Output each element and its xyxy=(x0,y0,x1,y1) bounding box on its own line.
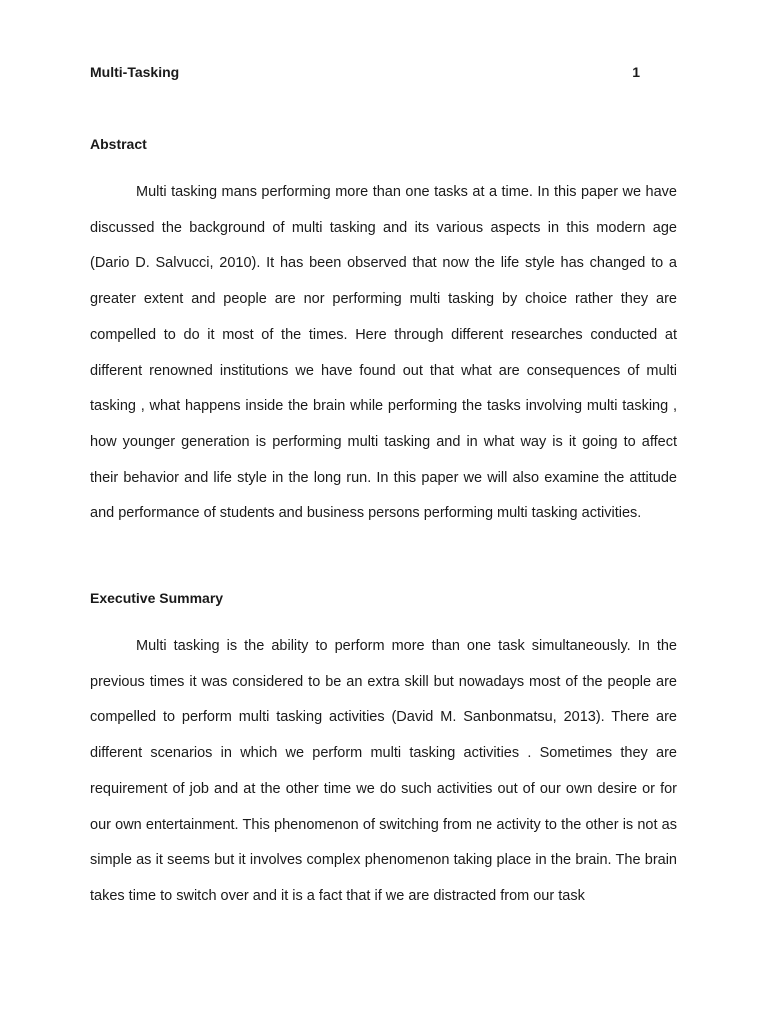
executive-summary-paragraph: Multi tasking is the ability to perform more than one task simultaneously. In the previous times it was considered to be an extra skill but nowadays most of the people are compelled to perform multi tasking activities (David M. Sanbonmatsu, 2013). There are different scenarios in which we perform multi tasking activities . Sometimes they are requirement of job and at the other time we do such activities out of our own desire or for our own entertainment. This phenomenon of switching from ne activity to the other is not as simple as it seems but it involves complex phenomenon taking place in the brain. The brain takes time to switch over and it is a fact that if we are distracted from our task xyxy=(90,638,677,904)
running-title: Multi-Tasking xyxy=(90,64,180,80)
executive-summary-heading: Executive Summary xyxy=(90,590,224,606)
running-head xyxy=(90,64,640,84)
abstract-heading: Abstract xyxy=(90,136,147,152)
page-number: 1 xyxy=(632,64,640,80)
abstract-paragraph: Multi tasking mans performing more than one tasks at a time. In this paper we have discussed the background of multi tasking and its various aspects in this modern age (Dario D. Salvucci, 2010). It has been observed that now the life style has changed to a greater extent and people are nor performing multi tasking by choice rather they are compelled to do it most of the times. Here through different researches conducted at different renowned institutions we have found out that what are consequences of multi tasking , what happens inside the brain while performing the tasks involving multi tasking , how younger generation is performing multi tasking and in what way is it going to affect their behavior and life style in the long run. In this paper we will also examine the attitude and performance of students and business persons performing multi tasking activities. xyxy=(90,184,677,522)
